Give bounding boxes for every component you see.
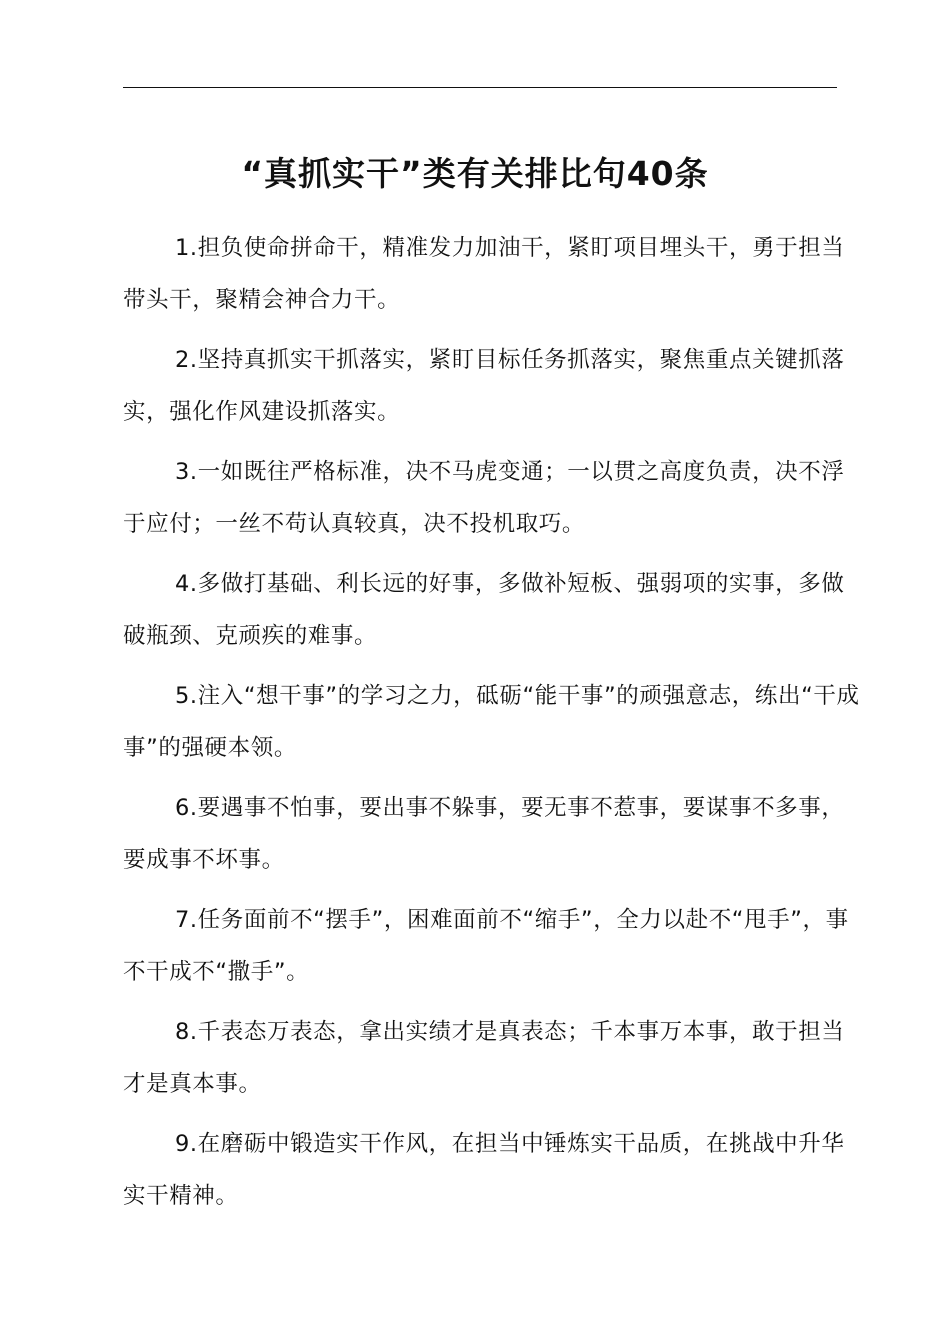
document-title: “真抓实干”类有关排比句40条 [241,154,709,193]
list-item: 6.要遇事不怕事，要出事不躲事，要无事不惹事，要谋事不多事，要成事不坏事。 [123,795,845,873]
list-item: 9.在磨砺中锻造实干作风，在担当中锤炼实干品质，在挑战中升华实干精神。 [123,1131,845,1209]
list-item: 7.任务面前不“摆手”，困难面前不“缩手”，全力以赴不“甩手”，事不干成不“撒手”。 [123,907,849,985]
list-item: 4.多做打基础、利长远的好事，多做补短板、强弱项的实事，多做破瓶颈、克顽疾的难事。 [123,571,845,649]
list-item: 8.千表态万表态，拿出实绩才是真表态；千本事万本事，敢于担当才是真本事。 [123,1019,845,1097]
list-item: 5.注入“想干事”的学习之力，砥砺“能干事”的顽强意志，练出“干成事”的强硬本领。 [123,683,860,761]
list-item: 3.一如既往严格标准，决不马虎变通；一以贯之高度负责，决不浮于应付；一丝不苟认真较真，决不投机取巧。 [123,459,845,537]
list-item: 2.坚持真抓实干抓落实，紧盯目标任务抓落实，聚焦重点关键抓落实，强化作风建设抓落实。 [123,347,845,425]
list-item: 1.担负使命拼命干，精准发力加油干，紧盯项目埋头干，勇于担当带头干，聚精会神合力干。 [123,235,845,313]
header-rule [123,87,837,88]
